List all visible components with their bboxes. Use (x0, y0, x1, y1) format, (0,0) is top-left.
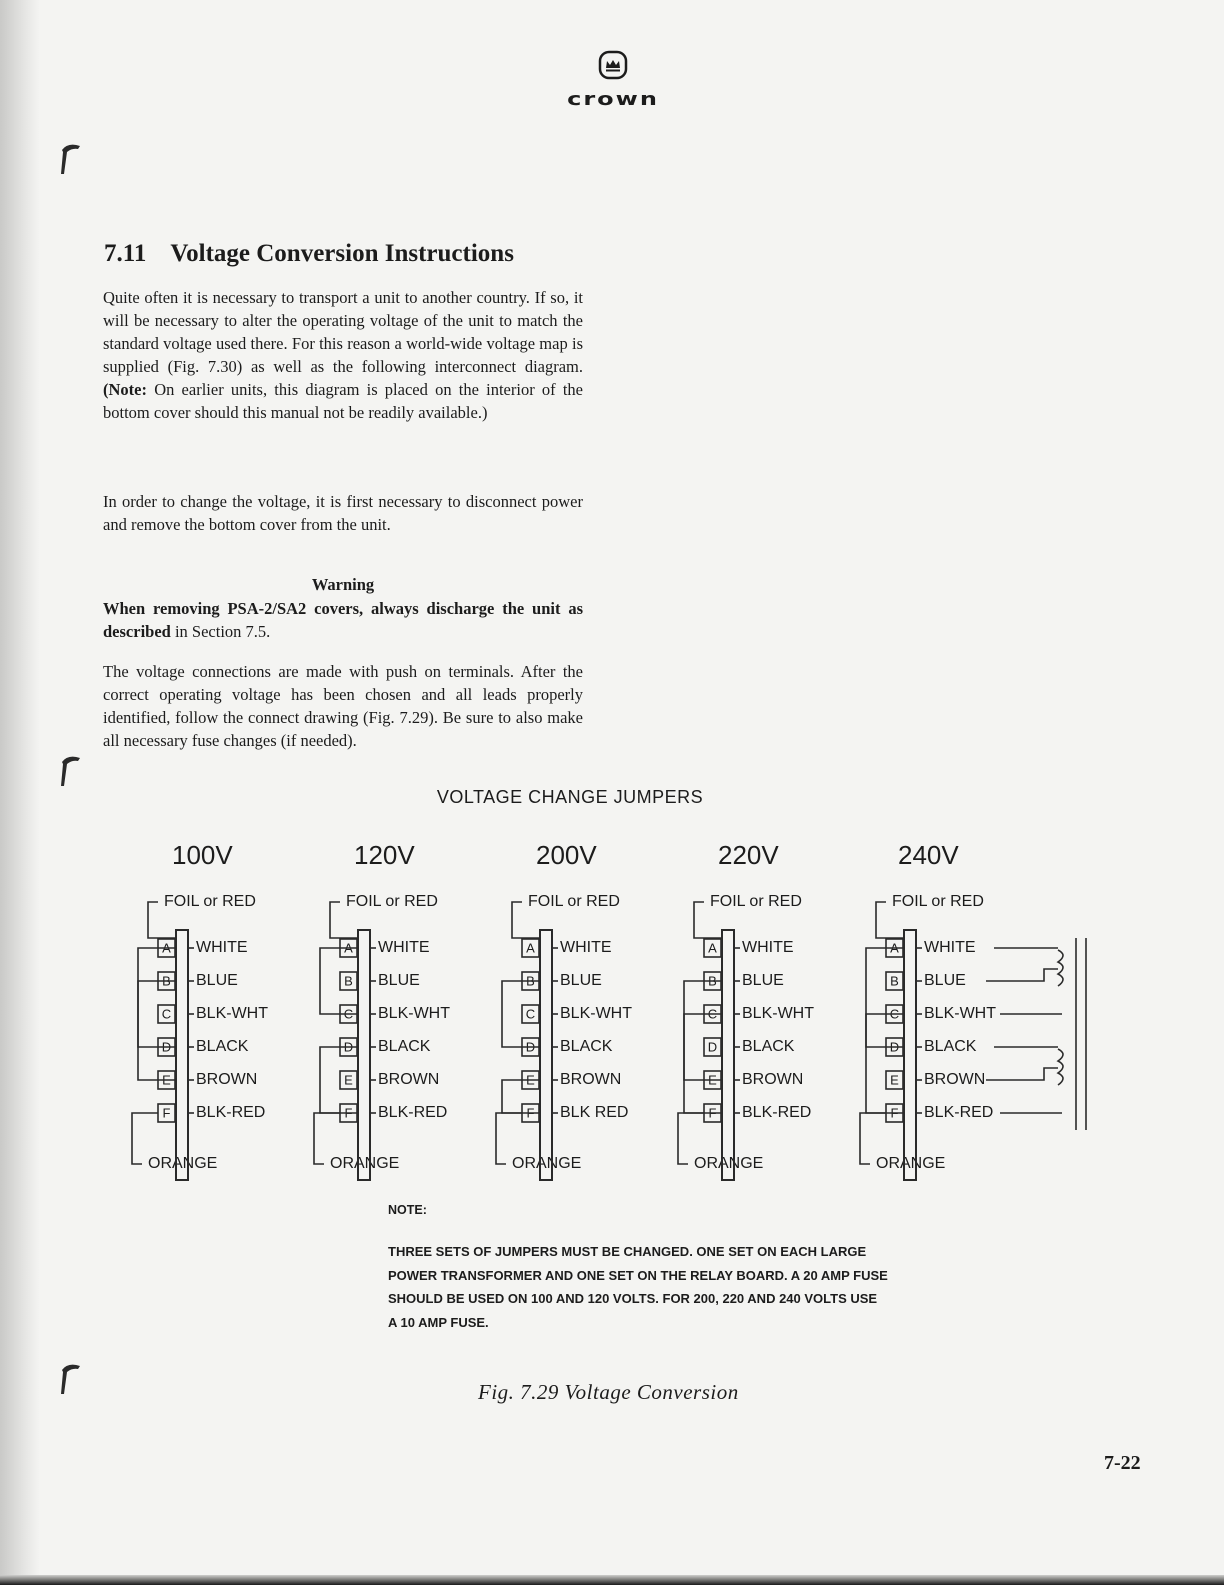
crown-icon (598, 50, 628, 80)
terminal-letter-200V-D: D (525, 1039, 536, 1055)
section-number: 7.11 (104, 240, 147, 267)
foil-label-120V: FOIL or RED (346, 893, 438, 911)
binder-hole-icon (58, 1360, 84, 1396)
orange-label-220V: ORANGE (694, 1155, 764, 1173)
lead-label-120V-B: BLUE (378, 972, 420, 990)
warning-title: Warning (311, 575, 375, 594)
voltage-label-120v: 120V (354, 840, 415, 870)
foil-label-240V: FOIL or RED (892, 893, 984, 911)
coil-240v-lower-winding (1058, 1049, 1063, 1085)
lead-label-220V-A: WHITE (742, 939, 794, 957)
intro-text: Quite often it is necessary to transport a unit to another country. If so, it will be necessary to alter the operating voltage of the unit to match the standard voltage used there. For this reason a world-wide voltage map is supplied (Fig. 7.30) as well as the following interconnect diagram. (103, 288, 583, 376)
warning-bold-text: When removing PSA-2/SA2 covers, always discharge the unit as described (103, 599, 583, 641)
lead-label-220V-E: BROWN (742, 1071, 804, 1089)
page-bottom-edge (0, 1575, 1224, 1585)
binder-hole-icon (58, 752, 84, 788)
orange-label-100V: ORANGE (148, 1155, 218, 1173)
intro-paragraph (103, 286, 583, 424)
terminal-letter-200V-A: A (526, 940, 535, 956)
lead-label-220V-D: BLACK (742, 1038, 795, 1056)
foil-label-100V: FOIL or RED (164, 893, 256, 911)
lead-label-240V-D: BLACK (924, 1038, 977, 1056)
foil-label-220V: FOIL or RED (710, 893, 802, 911)
terminal-letter-100V-F: F (162, 1105, 171, 1121)
lead-label-120V-C: BLK-WHT (378, 1005, 450, 1023)
terminal-letter-220V-F: F (708, 1105, 717, 1121)
terminal-letter-120V-A: A (344, 940, 353, 956)
lead-label-200V-B: BLUE (560, 972, 602, 990)
terminal-letter-120V-B: B (344, 973, 353, 989)
note-inline-label: (Note: (103, 380, 147, 399)
lead-label-240V-E: BROWN (924, 1071, 986, 1089)
terminal-letter-240V-A: A (890, 940, 899, 956)
terminal-letter-220V-C: C (707, 1006, 718, 1022)
terminal-letter-240V-C: C (889, 1006, 900, 1022)
connection-paragraph: The voltage connections are made with push on terminals. After the correct operating voltage has been chosen and all leads properly identified, follow the connect drawing (Fig. 7.29). Be sure to also make all necessary fuse changes (if needed). (103, 662, 583, 750)
lead-label-240V-A: WHITE (924, 939, 976, 957)
jumper-100V-0 (138, 948, 176, 1047)
orange-label-120V: ORANGE (330, 1155, 400, 1173)
voltage-label-240v: 240V (898, 840, 959, 870)
terminal-letter-120V-E: E (344, 1072, 353, 1088)
terminal-strip-200V (540, 930, 552, 1180)
page-binding-shadow (0, 0, 40, 1585)
terminal-letter-100V-D: D (161, 1039, 172, 1055)
lead-label-120V-A: WHITE (378, 939, 430, 957)
jumper-diagram (110, 880, 1110, 1190)
terminal-letter-120V-D: D (343, 1039, 354, 1055)
orange-label-240V: ORANGE (876, 1155, 946, 1173)
terminal-letter-200V-F: F (526, 1105, 535, 1121)
coil-240v-upper-winding (1058, 950, 1063, 986)
terminal-strip-100V (176, 930, 188, 1180)
voltage-label-220v: 220V (718, 840, 779, 870)
lead-label-120V-F: BLK-RED (378, 1104, 448, 1122)
terminal-letter-100V-A: A (162, 940, 171, 956)
lead-label-100V-E: BROWN (196, 1071, 258, 1089)
lead-label-100V-D: BLACK (196, 1038, 249, 1056)
terminal-strip-240V (904, 930, 916, 1180)
terminal-letter-240V-B: B (890, 973, 899, 989)
terminal-letter-240V-F: F (890, 1105, 899, 1121)
brand-wordmark: crown (567, 88, 659, 110)
terminal-letter-220V-D: D (707, 1039, 718, 1055)
lead-label-100V-F: BLK-RED (196, 1104, 266, 1122)
lead-label-120V-D: BLACK (378, 1038, 431, 1056)
coil-240v-upper-bottom (986, 969, 1058, 981)
diagram-title: VOLTAGE CHANGE JUMPERS (436, 787, 704, 807)
terminal-letter-240V-D: D (889, 1039, 900, 1055)
intro-note-text: On earlier units, this diagram is placed on the interior of the bottom cover should this manual not be readily available.) (103, 380, 584, 422)
terminal-letter-100V-B: B (162, 973, 171, 989)
section-heading (104, 238, 604, 270)
lead-label-100V-A: WHITE (196, 939, 248, 957)
orange-label-200V: ORANGE (512, 1155, 582, 1173)
crown-logo (548, 50, 678, 111)
voltage-label-100v: 100V (172, 840, 233, 870)
jumper-100V-1 (138, 981, 176, 1080)
terminal-letter-100V-E: E (162, 1072, 171, 1088)
foil-label-200V: FOIL or RED (528, 893, 620, 911)
lead-label-200V-C: BLK-WHT (560, 1005, 632, 1023)
voltage-label-200v: 200V (536, 840, 597, 870)
lead-label-220V-B: BLUE (742, 972, 784, 990)
coil-240v-lower-bottom (986, 1068, 1058, 1080)
lead-label-200V-A: WHITE (560, 939, 612, 957)
terminal-letter-200V-E: E (526, 1072, 535, 1088)
terminal-strip-120V (358, 930, 370, 1180)
warning-section-ref: in Section 7.5. (174, 622, 271, 641)
section-title: Voltage Conversion Instructions (170, 240, 514, 267)
lead-label-220V-F: BLK-RED (742, 1104, 812, 1122)
lead-label-120V-E: BROWN (378, 1071, 440, 1089)
warning-text (103, 597, 583, 643)
lead-label-200V-F: BLK RED (560, 1104, 629, 1122)
lead-label-240V-B: BLUE (924, 972, 966, 990)
terminal-letter-220V-E: E (708, 1072, 717, 1088)
lead-label-240V-F: BLK-RED (924, 1104, 994, 1122)
terminal-letter-200V-C: C (525, 1006, 536, 1022)
terminal-letter-200V-B: B (526, 973, 535, 989)
lead-label-100V-C: BLK-WHT (196, 1005, 268, 1023)
terminal-letter-240V-E: E (890, 1072, 899, 1088)
lead-label-220V-C: BLK-WHT (742, 1005, 814, 1023)
note-label: NOTE: (388, 1203, 427, 1217)
lead-label-240V-C: BLK-WHT (924, 1005, 996, 1023)
terminal-letter-120V-F: F (344, 1105, 353, 1121)
note-text: THREE SETS OF JUMPERS MUST BE CHANGED. ONE SET ON EACH LARGE POWER TRANSFORMER AND ONE SET ON THE RELAY BOARD. A 20 AMP FUSE SHOULD BE USED ON 100 AND 120 VOLTS. FOR 200, 220 AND 240 VOLTS USE A 10 AMP FUSE. (388, 1244, 888, 1330)
terminal-letter-100V-C: C (161, 1006, 172, 1022)
lead-label-200V-D: BLACK (560, 1038, 613, 1056)
procedure-paragraph: In order to change the voltage, it is first necessary to disconnect power and remove the bottom cover from the unit. (103, 492, 583, 534)
page-number: 7-22 (1104, 1452, 1141, 1474)
lead-label-100V-B: BLUE (196, 972, 238, 990)
terminal-letter-120V-C: C (343, 1006, 354, 1022)
terminal-strip-220V (722, 930, 734, 1180)
terminal-letter-220V-B: B (708, 973, 717, 989)
lead-label-200V-E: BROWN (560, 1071, 622, 1089)
terminal-letter-220V-A: A (708, 940, 717, 956)
figure-caption: Fig. 7.29 Voltage Conversion (478, 1380, 739, 1404)
binder-hole-icon (58, 140, 84, 176)
